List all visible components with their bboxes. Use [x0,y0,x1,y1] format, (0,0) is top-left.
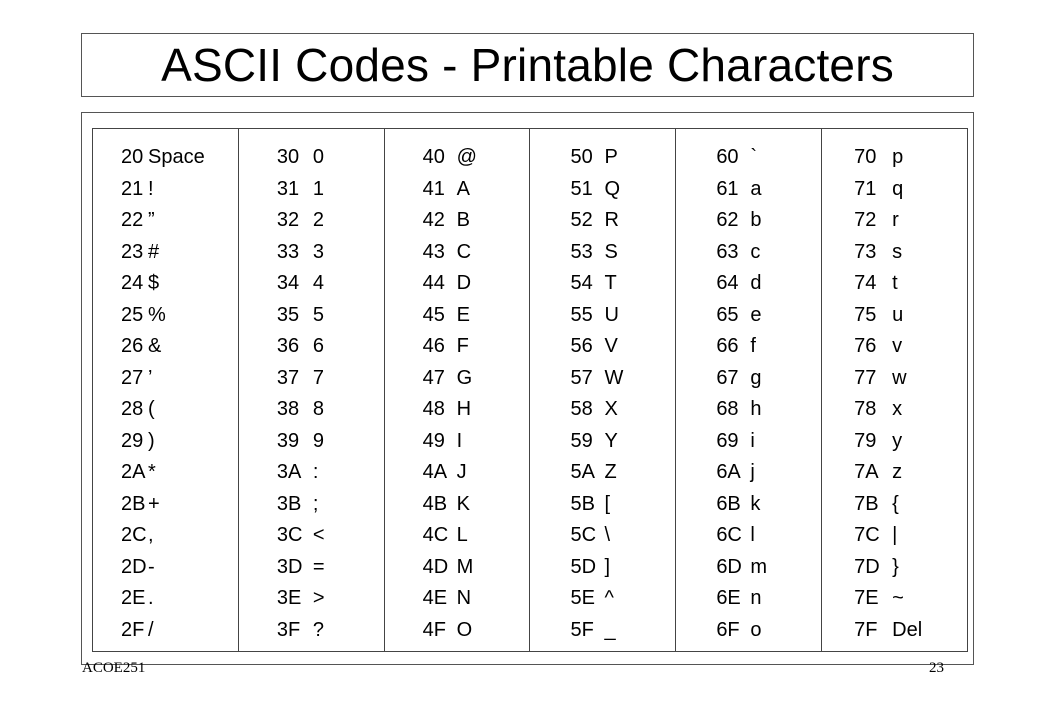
ascii-entry [676,331,821,363]
hex-code: 67 [716,366,739,389]
character: X [604,398,618,420]
character: < [312,524,325,546]
character: m [750,555,767,578]
ascii-entry [530,552,675,584]
hex-code: 31 [276,177,300,200]
character: k [750,492,761,515]
hex-code: 3A [276,461,302,483]
hex-code: 44 [422,272,445,294]
character: F [456,335,469,357]
hex-code: 21 [121,177,144,200]
hex-code: 41 [422,177,445,200]
hex-code: 35 [276,303,300,326]
ascii-entry [822,300,967,332]
hex-code: 5F [570,618,594,641]
hex-code: 45 [422,303,445,326]
ascii-entry [676,205,821,237]
character: % [148,303,166,326]
character: ` [750,146,757,168]
ascii-entry [93,615,238,647]
hex-code: 79 [854,429,877,452]
ascii-entry [93,237,238,269]
hex-code: 3F [276,618,301,641]
character: e [750,303,762,326]
ascii-entry [385,615,530,647]
ascii-entry [93,174,238,206]
character: N [456,587,472,609]
hex-code: 28 [121,398,144,420]
hex-code: 6A [716,461,741,483]
character: * [148,461,156,483]
character: ~ [892,587,904,609]
character: d [750,272,762,294]
character: | [892,524,898,546]
character: a [750,177,762,200]
character: j [750,461,755,483]
ascii-entry [239,520,384,552]
character: + [148,492,160,515]
ascii-entry [822,174,967,206]
ascii-entry [530,142,675,174]
ascii-entry [239,268,384,300]
ascii-entry [676,583,821,615]
hex-code: 5E [570,587,595,609]
hex-code: 30 [276,146,300,168]
ascii-entry [385,142,530,174]
character: [ [604,492,611,515]
hex-code: 39 [276,429,300,452]
hex-code: 6D [716,555,742,578]
character: K [456,492,470,515]
ascii-entry [676,268,821,300]
hex-code: 7C [854,524,880,546]
character: D [456,272,472,294]
character: 0 [312,146,324,168]
character: b [750,209,762,231]
ascii-entry [385,489,530,521]
hex-code: 2C [121,524,147,546]
character: I [456,429,463,452]
hex-code: 5C [570,524,597,546]
ascii-entry [530,520,675,552]
character: M [456,555,474,578]
character: ’ [148,366,153,389]
ascii-entry [385,552,530,584]
character: U [604,303,619,326]
ascii-entry [239,363,384,395]
character: c [750,240,761,263]
character: s [892,240,903,263]
hex-code: 29 [121,429,144,452]
hex-code: 3B [276,492,302,515]
footer-page-number: 23 [929,660,944,676]
hex-code: 4D [422,555,449,578]
page-title: ASCII Codes - Printable Characters [161,39,894,91]
ascii-entry [822,331,967,363]
character: J [456,461,467,483]
hex-code: 72 [854,209,877,231]
hex-code: 40 [422,146,445,168]
ascii-entry [676,237,821,269]
ascii-entry [385,174,530,206]
hex-code: 20 [121,146,144,168]
ascii-entry [385,205,530,237]
character: : [312,461,319,483]
hex-code: 63 [716,240,739,263]
character: . [148,587,154,609]
ascii-entry [822,583,967,615]
ascii-entry [385,457,530,489]
hex-code: 73 [854,240,877,263]
hex-code: 51 [570,177,593,200]
hex-code: 25 [121,303,144,326]
character: Z [604,461,617,483]
hex-code: 2A [121,461,146,483]
character: ? [312,618,324,641]
character: S [604,240,618,263]
hex-code: 7E [854,587,879,609]
ascii-entry [530,583,675,615]
character: 5 [312,303,324,326]
character: R [604,209,619,231]
hex-code: 49 [422,429,445,452]
hex-code: 6F [716,618,740,641]
hex-code: 77 [854,366,877,389]
hex-code: 5D [570,555,597,578]
character: / [148,618,154,641]
hex-code: 50 [570,146,593,168]
ascii-column [675,129,821,651]
character: Q [604,177,621,200]
character: ! [148,177,154,200]
character: u [892,303,904,326]
hex-code: 26 [121,335,144,357]
character: f [750,335,756,357]
ascii-entry [385,394,530,426]
hex-code: 3C [276,524,303,546]
character: B [456,209,470,231]
character: \ [604,524,611,546]
hex-code: 3E [276,587,302,609]
ascii-entry [530,615,675,647]
ascii-entry [239,615,384,647]
character: r [892,209,899,231]
ascii-entry [93,583,238,615]
hex-code: 4C [422,524,449,546]
ascii-entry [676,552,821,584]
ascii-entry [239,237,384,269]
ascii-entry [385,426,530,458]
ascii-entry [676,394,821,426]
character: ( [148,398,155,420]
character: n [750,587,762,609]
ascii-entry [385,268,530,300]
ascii-column [529,129,675,651]
character: # [148,240,160,263]
character: y [892,429,903,452]
hex-code: 60 [716,146,739,168]
ascii-table [92,128,968,652]
character: q [892,177,904,200]
hex-code: 74 [854,272,877,294]
ascii-entry [93,205,238,237]
hex-code: 78 [854,398,877,420]
hex-code: 64 [716,272,739,294]
character: 4 [312,272,324,294]
hex-code: 4F [422,618,446,641]
character: ] [604,555,611,578]
ascii-entry [239,457,384,489]
character: ” [148,209,155,231]
ascii-entry [822,205,967,237]
hex-code: 70 [854,146,877,168]
hex-code: 59 [570,429,593,452]
ascii-entry [530,268,675,300]
character: l [750,524,755,546]
hex-code: 2F [121,618,145,641]
ascii-entry [822,615,967,647]
character: p [892,146,904,168]
hex-code: 43 [422,240,445,263]
hex-code: 53 [570,240,593,263]
ascii-entry [385,520,530,552]
ascii-entry [822,489,967,521]
hex-code: 2D [121,555,147,578]
ascii-entry [239,174,384,206]
footer-course-code: ACOE251 [82,660,146,676]
character: O [456,618,473,641]
hex-code: 48 [422,398,445,420]
ascii-entry [530,426,675,458]
ascii-entry [93,520,238,552]
character: i [750,429,755,452]
hex-code: 68 [716,398,739,420]
character: - [148,555,155,578]
ascii-column [821,129,967,651]
ascii-entry [385,300,530,332]
hex-code: 75 [854,303,877,326]
ascii-column [384,129,530,651]
character: & [148,335,162,357]
character: ; [312,492,319,515]
ascii-entry [239,583,384,615]
hex-code: 7F [854,618,878,641]
character: Space [148,146,205,168]
ascii-entry [93,489,238,521]
character: w [892,366,907,389]
ascii-entry [239,300,384,332]
character: ^ [604,587,614,609]
hex-code: 4B [422,492,448,515]
ascii-entry [822,268,967,300]
hex-code: 23 [121,240,144,263]
hex-code: 52 [570,209,593,231]
ascii-entry [822,426,967,458]
ascii-entry [239,552,384,584]
ascii-entry [239,394,384,426]
hex-code: 2B [121,492,146,515]
hex-code: 56 [570,335,593,357]
ascii-entry [530,331,675,363]
character: L [456,524,468,546]
ascii-entry [530,174,675,206]
character: G [456,366,473,389]
character: = [312,555,325,578]
ascii-entry [530,300,675,332]
ascii-entry [676,615,821,647]
character: A [456,177,470,200]
ascii-entry [239,331,384,363]
character: 2 [312,209,324,231]
hex-code: 34 [276,272,300,294]
ascii-entry [93,331,238,363]
hex-code: 5A [570,461,595,483]
character: z [892,461,903,483]
hex-code: 57 [570,366,593,389]
character: 1 [312,177,324,200]
hex-code: 62 [716,209,739,231]
hex-code: 47 [422,366,445,389]
ascii-entry [93,457,238,489]
hex-code: 37 [276,366,300,389]
ascii-entry [93,394,238,426]
hex-code: 6E [716,587,741,609]
hex-code: 4A [422,461,448,483]
ascii-entry [676,520,821,552]
character: H [456,398,472,420]
ascii-entry [822,552,967,584]
character: { [892,492,899,515]
ascii-entry [239,489,384,521]
ascii-entry [822,457,967,489]
ascii-entry [676,174,821,206]
ascii-entry [530,363,675,395]
ascii-entry [676,363,821,395]
ascii-entry [530,457,675,489]
character: W [604,366,624,389]
character: 3 [312,240,324,263]
hex-code: 46 [422,335,445,357]
ascii-entry [239,205,384,237]
hex-code: 3D [276,555,303,578]
ascii-entry [385,583,530,615]
ascii-entry [676,426,821,458]
ascii-entry [822,142,967,174]
character: T [604,272,617,294]
hex-code: 2E [121,587,146,609]
ascii-entry [676,457,821,489]
hex-code: 4E [422,587,448,609]
title-box [81,33,974,97]
hex-code: 7B [854,492,879,515]
ascii-entry [530,205,675,237]
ascii-entry [676,142,821,174]
character: 6 [312,335,324,357]
ascii-entry [385,237,530,269]
character: o [750,618,762,641]
ascii-entry [93,363,238,395]
ascii-entry [385,331,530,363]
character: t [892,272,898,294]
character: v [892,335,903,357]
hex-code: 6C [716,524,742,546]
hex-code: 65 [716,303,739,326]
hex-code: 22 [121,209,144,231]
character: $ [148,272,160,294]
character: x [892,398,903,420]
ascii-entry [385,363,530,395]
character: h [750,398,762,420]
character: 7 [312,366,324,389]
hex-code: 38 [276,398,300,420]
character: g [750,366,762,389]
hex-code: 71 [854,177,877,200]
character: V [604,335,618,357]
hex-code: 7A [854,461,879,483]
ascii-entry [93,142,238,174]
ascii-entry [822,394,967,426]
ascii-entry [239,426,384,458]
hex-code: 27 [121,366,144,389]
ascii-entry [676,489,821,521]
hex-code: 55 [570,303,593,326]
ascii-entry [239,142,384,174]
character: P [604,146,618,168]
ascii-entry [93,426,238,458]
hex-code: 69 [716,429,739,452]
character: Y [604,429,618,452]
ascii-entry [93,552,238,584]
ascii-column [238,129,384,651]
ascii-entry [530,489,675,521]
character: E [456,303,470,326]
character: @ [456,146,477,168]
ascii-entry [822,520,967,552]
ascii-entry [530,394,675,426]
character: > [312,587,325,609]
character: _ [604,618,616,641]
hex-code: 5B [570,492,595,515]
character: Del [892,618,923,641]
character: C [456,240,472,263]
hex-code: 7D [854,555,880,578]
hex-code: 61 [716,177,739,200]
hex-code: 42 [422,209,445,231]
ascii-entry [822,237,967,269]
hex-code: 6B [716,492,741,515]
hex-code: 24 [121,272,144,294]
ascii-entry [676,300,821,332]
ascii-entry [93,300,238,332]
character: 8 [312,398,324,420]
ascii-entry [822,363,967,395]
ascii-column [93,129,238,651]
character: } [892,555,899,578]
hex-code: 76 [854,335,877,357]
hex-code: 66 [716,335,739,357]
ascii-entry [93,268,238,300]
ascii-entry [530,237,675,269]
hex-code: 32 [276,209,300,231]
hex-code: 36 [276,335,300,357]
character: , [148,524,154,546]
hex-code: 33 [276,240,300,263]
hex-code: 58 [570,398,593,420]
character: ) [148,429,155,452]
character: 9 [312,429,324,452]
hex-code: 54 [570,272,593,294]
